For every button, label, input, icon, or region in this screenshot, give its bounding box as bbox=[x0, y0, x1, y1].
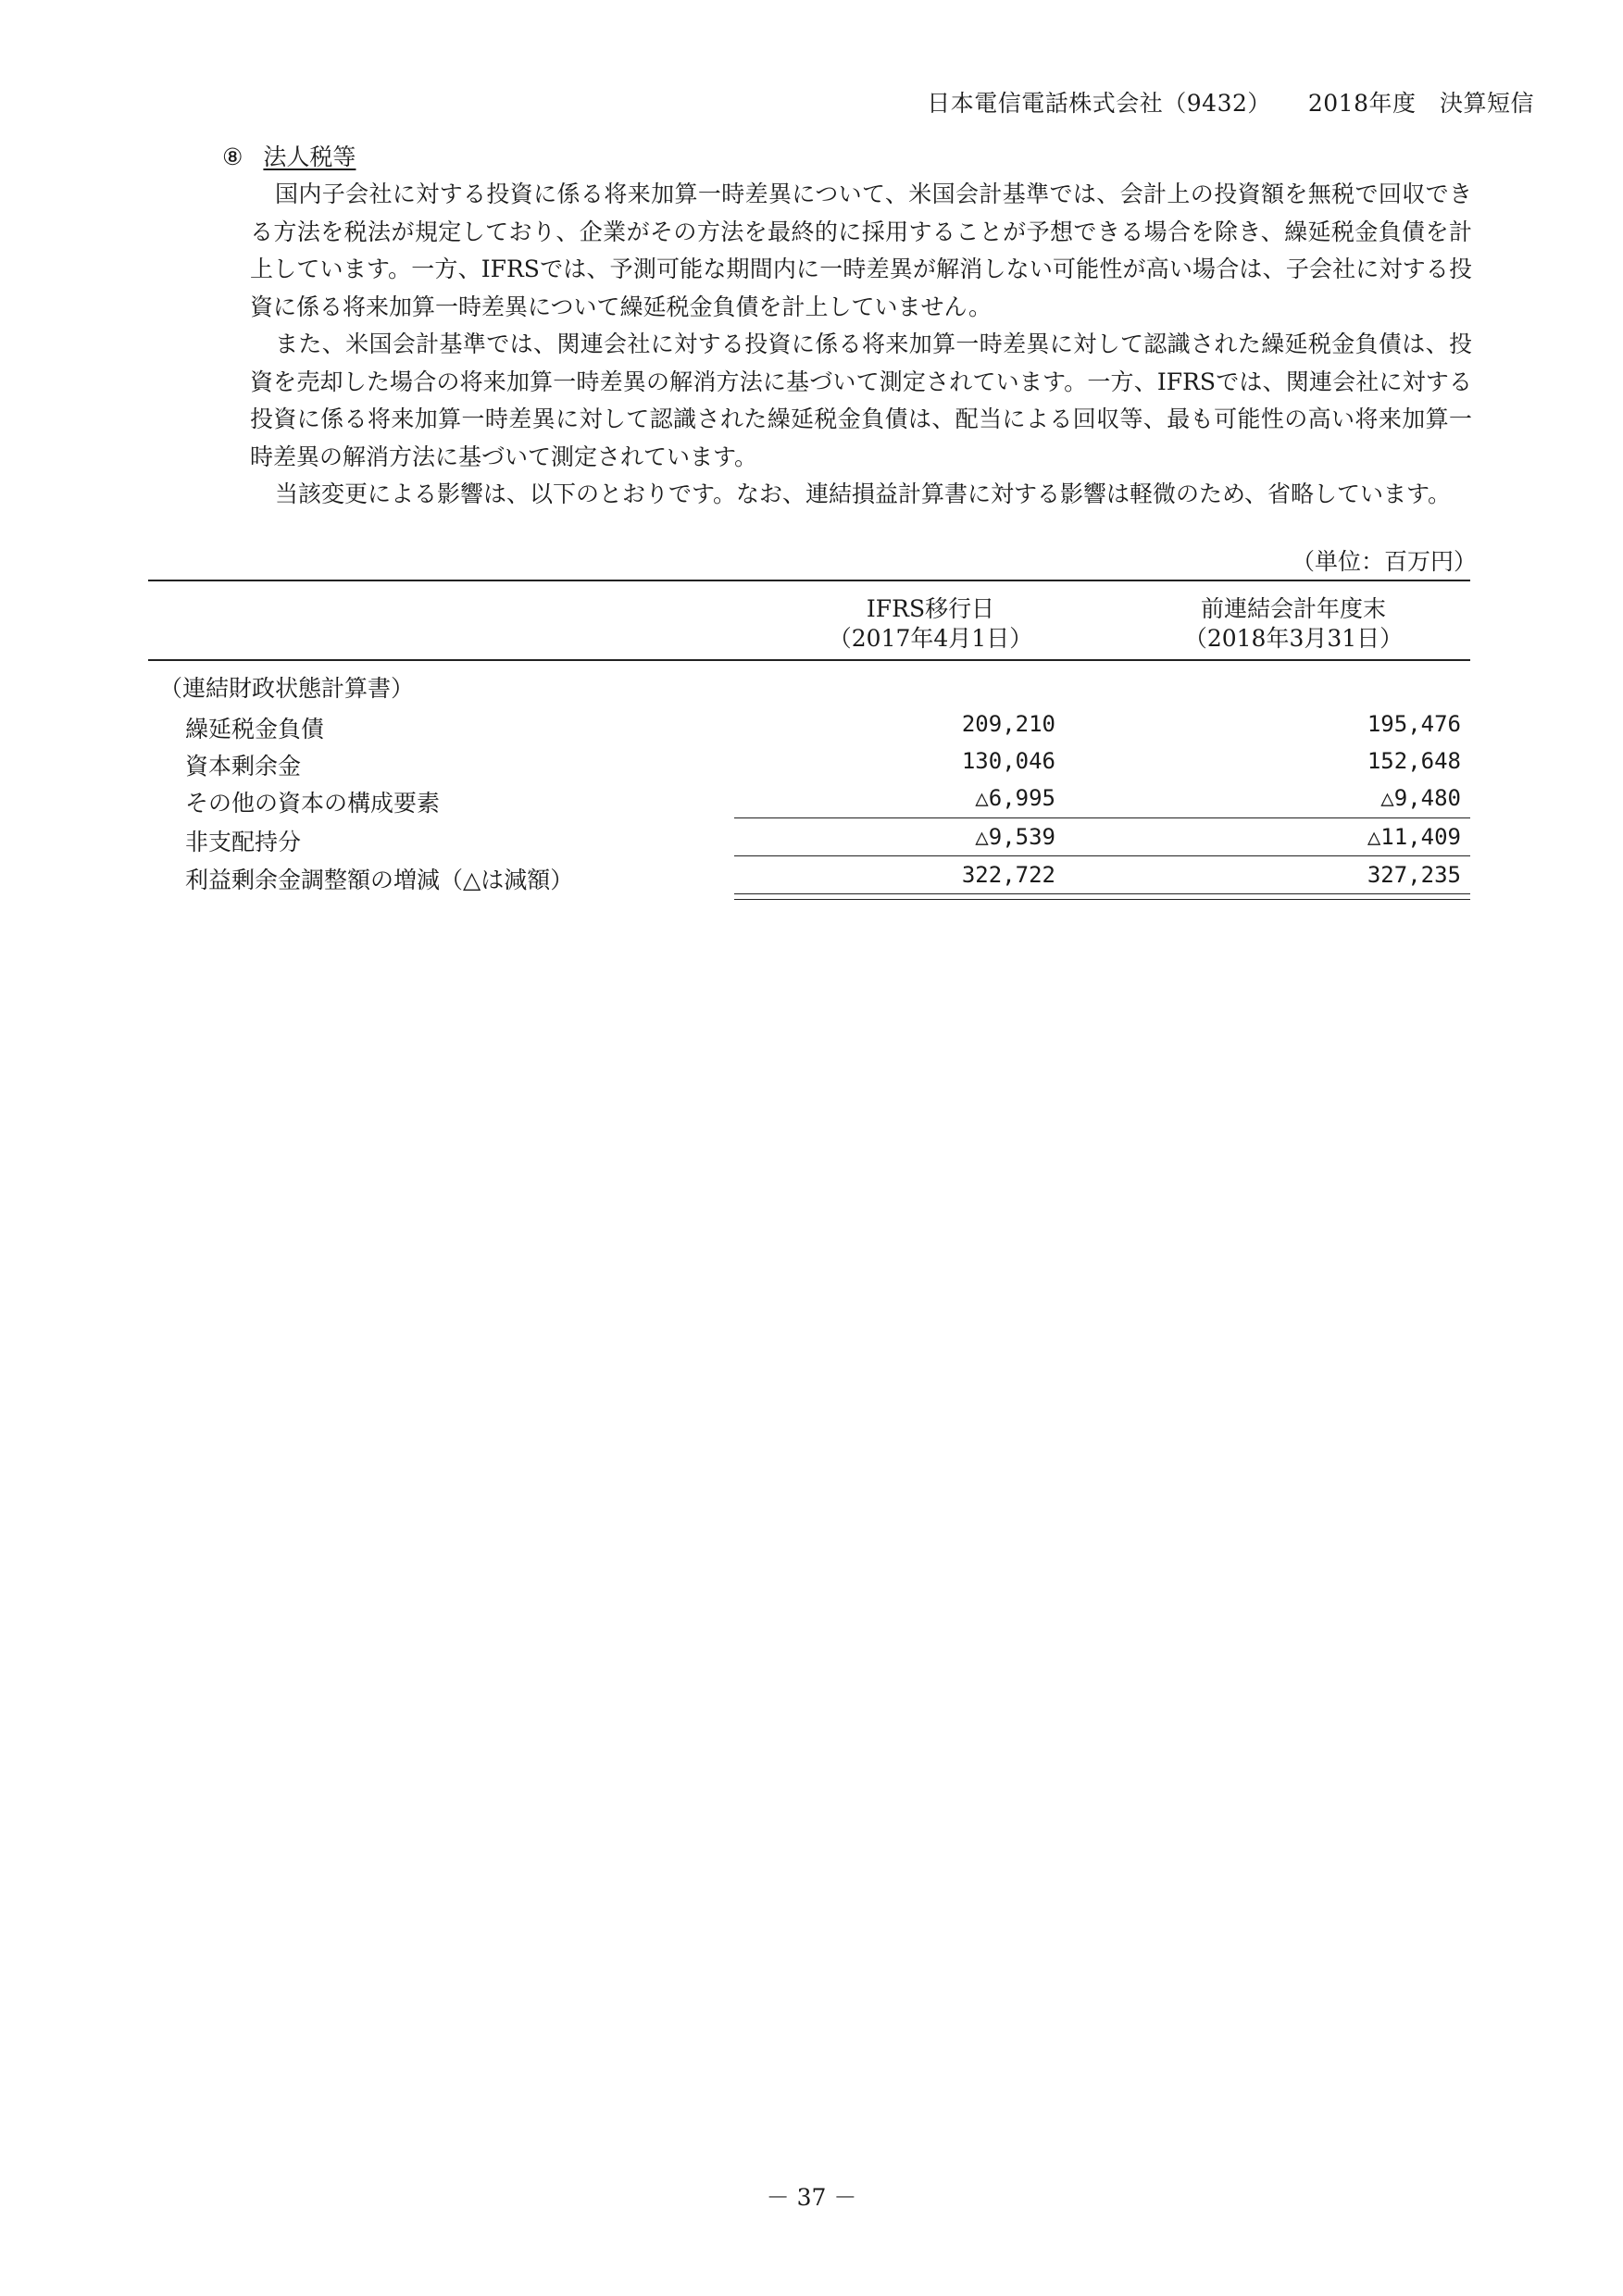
table-row bbox=[148, 705, 1470, 742]
column-header-line: 前連結会計年度末 bbox=[1200, 595, 1386, 622]
value-prior-year-end: △9,480 bbox=[1380, 785, 1461, 811]
paragraph: 国内子会社に対する投資に係る将来加算一時差異について、米国会計基準では、会計上の投資額を無税で回収できる方法を税法が規定しており、企業がその方法を最終的に採用することが予想できる場合を除き、繰延税金負債を計上しています。一方、IFRSでは、予測可能な期間内に一時差異が解消しない可能性が高い場合は、子会社に対する投資に係る将来加算一時差異について繰延税金負債を計上していません。 bbox=[250, 181, 1472, 320]
report-title: 2018年度 決算短信 bbox=[1307, 90, 1534, 117]
value-ifrs-transition: 130,046 bbox=[961, 748, 1055, 774]
value-prior-year-end: 327,235 bbox=[1367, 862, 1461, 888]
value-prior-year-end: △11,409 bbox=[1367, 824, 1461, 850]
table-row bbox=[148, 742, 1470, 780]
company-name: 日本電信電話株式会社（9432） bbox=[927, 90, 1271, 117]
table-row bbox=[148, 780, 1470, 817]
section-number: ⑧ bbox=[222, 144, 243, 170]
value-prior-year-end: 152,648 bbox=[1367, 748, 1461, 774]
body-text bbox=[250, 176, 1472, 514]
paragraph: また、米国会計基準では、関連会社に対する投資に係る将来加算一時差異に対して認識された繰延税金負債は、投資を売却した場合の将来加算一時差異の解消方法に基づいて測定されています。一方、IFRSでは、関連会社に対する投資に係る将来加算一時差異に対して認識された繰延税金負債は、配当による回収等、最も可能性の高い将来加算一時差異の解消方法に基づいて測定されています。 bbox=[250, 331, 1472, 470]
table-header-rule bbox=[148, 659, 1470, 661]
section-title: 法人税等 bbox=[263, 144, 356, 170]
column-header-date: （2017年4月1日） bbox=[828, 625, 1033, 652]
row-label: 利益剰余金調整額の増減（△は減額） bbox=[185, 867, 574, 893]
double-underline bbox=[734, 893, 1470, 900]
unit-label: （単位：百万円） bbox=[1291, 548, 1477, 575]
row-label: その他の資本の構成要素 bbox=[185, 790, 441, 817]
value-ifrs-transition: △6,995 bbox=[975, 785, 1055, 811]
row-label: 資本剰余金 bbox=[185, 753, 302, 780]
row-label: 非支配持分 bbox=[185, 829, 302, 855]
table-row-total bbox=[148, 856, 1470, 893]
document-header bbox=[927, 85, 1534, 119]
value-ifrs-transition: 322,722 bbox=[961, 862, 1055, 888]
table-top-rule bbox=[148, 580, 1470, 581]
column-header-prior-year-end bbox=[1141, 594, 1446, 654]
value-prior-year-end: 195,476 bbox=[1367, 711, 1461, 737]
row-label: 繰延税金負債 bbox=[185, 716, 325, 742]
paragraph: 当該変更による影響は、以下のとおりです。なお、連結損益計算書に対する影響は軽微のため、省略しています。 bbox=[275, 480, 1452, 507]
table-caption: （連結財政状態計算書） bbox=[159, 675, 415, 702]
page-number: － 37 － bbox=[766, 2184, 857, 2211]
column-header-date: （2018年3月31日） bbox=[1183, 625, 1404, 652]
value-ifrs-transition: △9,539 bbox=[975, 824, 1055, 850]
column-header-line: IFRS移行日 bbox=[866, 595, 995, 622]
section-heading bbox=[222, 139, 356, 172]
table-row bbox=[148, 818, 1470, 855]
column-header-ifrs-transition bbox=[778, 594, 1083, 654]
value-ifrs-transition: 209,210 bbox=[961, 711, 1055, 737]
